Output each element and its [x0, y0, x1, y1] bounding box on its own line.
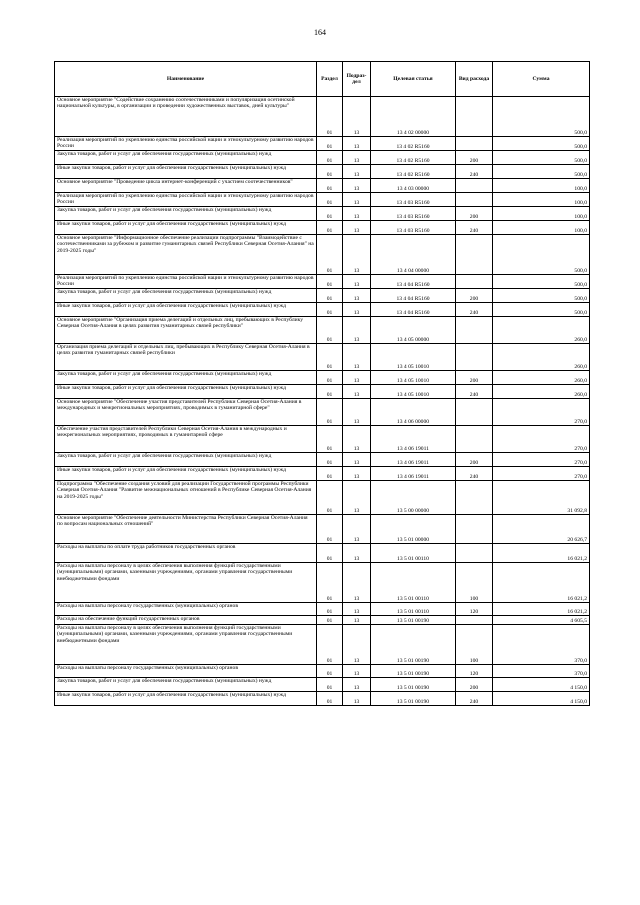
cell-statya: 13 4 03 R5160 [371, 193, 456, 207]
cell-razdel: 01 [317, 317, 343, 344]
cell-name: Основное мероприятие "Информационное обеспечение реализации подпрограммы "Взаимодействие с соотечественниками за рубежом и развитие гуманитарных связей Республики Северная Осетия-Алания" на 2019-2025 годы" [55, 235, 317, 275]
cell-vid [456, 275, 493, 289]
cell-razdel: 01 [317, 616, 343, 625]
cell-razdel: 01 [317, 275, 343, 289]
cell-name: Основное мероприятие "Обеспечение деятельности Министерства Республики Северная Осетия-Алания по вопросам национальных отношений" [55, 515, 317, 544]
cell-statya: 13 4 05 00000 [371, 317, 456, 344]
cell-razdel: 01 [317, 481, 343, 515]
cell-podrazdel: 13 [343, 165, 371, 179]
table-row [55, 515, 590, 544]
cell-summa: 100,0 [493, 221, 590, 235]
cell-summa: 4 150,0 [493, 692, 590, 706]
cell-razdel: 01 [317, 193, 343, 207]
cell-name: Расходы на обеспечение функций государственных органов [55, 616, 317, 625]
cell-razdel: 01 [317, 221, 343, 235]
table-row [55, 385, 590, 399]
cell-name: Закупка товаров, работ и услуг для обеспечения государственных (муниципальных) нужд [55, 207, 317, 221]
cell-vid [456, 399, 493, 426]
cell-razdel: 01 [317, 625, 343, 665]
cell-razdel: 01 [317, 344, 343, 371]
cell-statya: 13 5 01 00190 [371, 665, 456, 678]
table-row [55, 317, 590, 344]
cell-summa: 260,0 [493, 317, 590, 344]
cell-statya: 13 4 04 R5160 [371, 289, 456, 303]
cell-name: Основное мероприятие "Содействие сохранению соотечественниками и популяризация осетинской национальной культуры, в организации и проведении художественных выставок, дней культуры" [55, 97, 317, 137]
table-row [55, 453, 590, 467]
cell-vid [456, 317, 493, 344]
cell-podrazdel: 13 [343, 692, 371, 706]
cell-summa: 500,0 [493, 97, 590, 137]
table-row [55, 678, 590, 692]
cell-summa: 100,0 [493, 179, 590, 193]
cell-podrazdel: 13 [343, 151, 371, 165]
cell-summa: 500,0 [493, 165, 590, 179]
cell-statya: 13 4 06 19011 [371, 467, 456, 481]
cell-statya: 13 4 05 10010 [371, 385, 456, 399]
cell-name: Иные закупки товаров, работ и услуг для обеспечения государственных (муниципальных) нужд [55, 692, 317, 706]
cell-vid: 200 [456, 678, 493, 692]
cell-name: Основное мероприятие "Организация приема делегаций и отдельных лиц, пребывающих в Республику Северная Осетия-Алания в целях развития гуманитарных связей республики" [55, 317, 317, 344]
cell-podrazdel: 13 [343, 235, 371, 275]
cell-razdel: 01 [317, 303, 343, 317]
cell-name: Организация приема делегаций и отдельных лиц, пребывающих в Республику Северная Осетия-Алания в целях развития гуманитарных связей республики [55, 344, 317, 371]
col-header-podrazdel: Подраз-дел [343, 62, 371, 97]
table-row [55, 193, 590, 207]
cell-statya: 13 5 01 00190 [371, 625, 456, 665]
cell-statya: 13 4 03 00000 [371, 179, 456, 193]
cell-vid: 100 [456, 625, 493, 665]
cell-podrazdel: 13 [343, 207, 371, 221]
cell-summa: 270,0 [493, 399, 590, 426]
cell-vid: 200 [456, 371, 493, 385]
table-row [55, 563, 590, 603]
cell-name: Закупка товаров, работ и услуг для обеспечения государственных (муниципальных) нужд [55, 453, 317, 467]
cell-statya: 13 4 02 00000 [371, 97, 456, 137]
cell-summa: 270,0 [493, 453, 590, 467]
cell-vid: 240 [456, 467, 493, 481]
cell-podrazdel: 13 [343, 625, 371, 665]
cell-statya: 13 5 00 00000 [371, 481, 456, 515]
cell-razdel: 01 [317, 385, 343, 399]
cell-podrazdel: 13 [343, 467, 371, 481]
cell-statya: 13 5 01 00110 [371, 603, 456, 616]
cell-vid: 200 [456, 289, 493, 303]
table-row [55, 371, 590, 385]
cell-podrazdel: 13 [343, 289, 371, 303]
cell-summa: 500,0 [493, 303, 590, 317]
cell-podrazdel: 13 [343, 426, 371, 453]
cell-statya: 13 4 02 R5160 [371, 151, 456, 165]
cell-vid [456, 515, 493, 544]
cell-summa: 370,0 [493, 625, 590, 665]
cell-summa: 370,0 [493, 665, 590, 678]
table-row [55, 221, 590, 235]
cell-vid: 200 [456, 207, 493, 221]
cell-name: Расходы на выплаты персоналу в целях обеспечения выполнения функций государственными (муниципальными) органами, казенными учреждениями, органами управления государственными внебюджетными фондами [55, 625, 317, 665]
cell-vid [456, 544, 493, 563]
cell-statya: 13 4 05 10010 [371, 344, 456, 371]
cell-podrazdel: 13 [343, 344, 371, 371]
cell-name: Реализация мероприятий по укреплению единства российской нации и этнокультурному развитию народов России [55, 275, 317, 289]
table-row [55, 625, 590, 665]
cell-name: Расходы на выплаты по оплате труда работников государственных органов [55, 544, 317, 563]
cell-vid: 120 [456, 603, 493, 616]
table-row [55, 165, 590, 179]
cell-statya: 13 4 03 R5160 [371, 221, 456, 235]
cell-name: Обеспечение участия представителей Республики Северная Осетия-Алания в международных и межрегиональных мероприятиях, проводимых в гуманитарной сфере [55, 426, 317, 453]
cell-summa: 16 021,2 [493, 603, 590, 616]
page-number: 164 [314, 28, 326, 37]
cell-razdel: 01 [317, 453, 343, 467]
table-row [55, 344, 590, 371]
table-row [55, 235, 590, 275]
cell-vid: 240 [456, 692, 493, 706]
cell-vid: 200 [456, 151, 493, 165]
cell-razdel: 01 [317, 97, 343, 137]
cell-podrazdel: 13 [343, 453, 371, 467]
cell-podrazdel: 13 [343, 179, 371, 193]
table-row [55, 467, 590, 481]
cell-statya: 13 5 01 00190 [371, 692, 456, 706]
cell-statya: 13 4 06 19011 [371, 426, 456, 453]
col-header-razdel: Раздел [317, 62, 343, 97]
table-row [55, 616, 590, 625]
cell-statya: 13 5 01 00110 [371, 544, 456, 563]
cell-name: Расходы на выплаты персоналу в целях обеспечения выполнения функций государственными (муниципальными) органами, казенными учреждениями, органами управления государственными внебюджетными фондами [55, 563, 317, 603]
cell-vid: 240 [456, 221, 493, 235]
cell-summa: 100,0 [493, 193, 590, 207]
cell-podrazdel: 13 [343, 385, 371, 399]
cell-statya: 13 4 04 R5160 [371, 275, 456, 289]
cell-podrazdel: 13 [343, 481, 371, 515]
cell-statya: 13 5 01 00190 [371, 678, 456, 692]
cell-summa: 100,0 [493, 207, 590, 221]
cell-razdel: 01 [317, 399, 343, 426]
table-body [55, 97, 590, 706]
cell-podrazdel: 13 [343, 616, 371, 625]
budget-table [54, 61, 590, 706]
cell-vid: 240 [456, 385, 493, 399]
cell-razdel: 01 [317, 179, 343, 193]
cell-summa: 260,0 [493, 385, 590, 399]
cell-razdel: 01 [317, 678, 343, 692]
cell-vid: 100 [456, 563, 493, 603]
table-row [55, 151, 590, 165]
cell-podrazdel: 13 [343, 515, 371, 544]
cell-razdel: 01 [317, 137, 343, 151]
cell-name: Иные закупки товаров, работ и услуг для обеспечения государственных (муниципальных) нужд [55, 467, 317, 481]
cell-name: Подпрограмма "Обеспечение создания условий для реализации Государственной программы Республики Северная Осетия-Алания "Развитие межнациональных отношений в Республике Северная Осетия-Алания на 2019-2025 годы" [55, 481, 317, 515]
cell-name: Иные закупки товаров, работ и услуг для обеспечения государственных (муниципальных) нужд [55, 221, 317, 235]
table-header-row [55, 62, 590, 97]
table-row [55, 603, 590, 616]
cell-vid: 200 [456, 453, 493, 467]
cell-razdel: 01 [317, 692, 343, 706]
table-row [55, 179, 590, 193]
cell-name: Основное мероприятие "Проведение цикла интернет-конференций с участием соотечественников" [55, 179, 317, 193]
cell-statya: 13 5 01 00110 [371, 563, 456, 603]
table-row [55, 137, 590, 151]
cell-razdel: 01 [317, 371, 343, 385]
cell-vid: 240 [456, 165, 493, 179]
table-row [55, 97, 590, 137]
cell-podrazdel: 13 [343, 137, 371, 151]
cell-razdel: 01 [317, 515, 343, 544]
table-row [55, 207, 590, 221]
cell-name: Расходы на выплаты персоналу государственных (муниципальных) органов [55, 665, 317, 678]
cell-statya: 13 4 02 R5160 [371, 137, 456, 151]
cell-summa: 500,0 [493, 235, 590, 275]
table-row [55, 692, 590, 706]
table-row [55, 665, 590, 678]
cell-name: Закупка товаров, работ и услуг для обеспечения государственных (муниципальных) нужд [55, 289, 317, 303]
cell-razdel: 01 [317, 289, 343, 303]
table-row [55, 399, 590, 426]
cell-vid [456, 235, 493, 275]
cell-statya: 13 5 01 00190 [371, 616, 456, 625]
col-header-name: Наименование [55, 62, 317, 97]
cell-summa: 500,0 [493, 151, 590, 165]
cell-statya: 13 4 02 R5160 [371, 165, 456, 179]
cell-summa: 260,0 [493, 344, 590, 371]
table-row [55, 303, 590, 317]
cell-statya: 13 4 04 R5160 [371, 303, 456, 317]
cell-razdel: 01 [317, 603, 343, 616]
cell-summa: 500,0 [493, 275, 590, 289]
cell-podrazdel: 13 [343, 303, 371, 317]
cell-razdel: 01 [317, 165, 343, 179]
col-header-summa: Сумма [493, 62, 590, 97]
cell-vid: 120 [456, 665, 493, 678]
table-row [55, 544, 590, 563]
cell-name: Реализация мероприятий по укреплению единства российской нации и этнокультурному развитию народов России [55, 193, 317, 207]
cell-name: Реализация мероприятий по укреплению единства российской нации и этнокультурному развитию народов России [55, 137, 317, 151]
cell-name: Закупка товаров, работ и услуг для обеспечения государственных (муниципальных) нужд [55, 151, 317, 165]
table-row [55, 275, 590, 289]
cell-podrazdel: 13 [343, 665, 371, 678]
cell-name: Основное мероприятие "Обеспечение участия представителей Республики Северная Осетия-Алания в международных и межрегиональных мероприятиях, проводимых в гуманитарной сфере" [55, 399, 317, 426]
cell-podrazdel: 13 [343, 544, 371, 563]
cell-vid [456, 481, 493, 515]
cell-podrazdel: 13 [343, 275, 371, 289]
cell-statya: 13 4 04 00000 [371, 235, 456, 275]
table-row [55, 426, 590, 453]
cell-summa: 16 021,2 [493, 544, 590, 563]
cell-podrazdel: 13 [343, 678, 371, 692]
cell-podrazdel: 13 [343, 221, 371, 235]
cell-vid [456, 97, 493, 137]
cell-razdel: 01 [317, 235, 343, 275]
cell-vid [456, 179, 493, 193]
cell-statya: 13 4 03 R5160 [371, 207, 456, 221]
cell-vid: 240 [456, 303, 493, 317]
cell-statya: 13 4 05 10010 [371, 371, 456, 385]
cell-name: Закупка товаров, работ и услуг для обеспечения государственных (муниципальных) нужд [55, 371, 317, 385]
col-header-statya: Целевая статья [371, 62, 456, 97]
table-row [55, 481, 590, 515]
cell-razdel: 01 [317, 665, 343, 678]
cell-name: Закупка товаров, работ и услуг для обеспечения государственных (муниципальных) нужд [55, 678, 317, 692]
cell-summa: 270,0 [493, 467, 590, 481]
cell-name: Иные закупки товаров, работ и услуг для обеспечения государственных (муниципальных) нужд [55, 165, 317, 179]
cell-podrazdel: 13 [343, 603, 371, 616]
cell-name: Иные закупки товаров, работ и услуг для обеспечения государственных (муниципальных) нужд [55, 303, 317, 317]
cell-summa: 4 150,0 [493, 678, 590, 692]
cell-razdel: 01 [317, 563, 343, 603]
cell-statya: 13 5 01 00000 [371, 515, 456, 544]
cell-razdel: 01 [317, 426, 343, 453]
cell-razdel: 01 [317, 544, 343, 563]
cell-vid [456, 137, 493, 151]
cell-statya: 13 4 06 00000 [371, 399, 456, 426]
cell-vid [456, 616, 493, 625]
cell-summa: 260,0 [493, 371, 590, 385]
cell-summa: 16 021,2 [493, 563, 590, 603]
cell-podrazdel: 13 [343, 97, 371, 137]
col-header-vid: Вид расхода [456, 62, 493, 97]
cell-vid [456, 344, 493, 371]
cell-podrazdel: 13 [343, 399, 371, 426]
cell-podrazdel: 13 [343, 193, 371, 207]
cell-summa: 20 626,7 [493, 515, 590, 544]
cell-razdel: 01 [317, 151, 343, 165]
cell-summa: 31 092,8 [493, 481, 590, 515]
cell-podrazdel: 13 [343, 563, 371, 603]
cell-vid [456, 426, 493, 453]
cell-summa: 500,0 [493, 289, 590, 303]
cell-name: Иные закупки товаров, работ и услуг для обеспечения государственных (муниципальных) нужд [55, 385, 317, 399]
cell-summa: 500,0 [493, 137, 590, 151]
cell-summa: 270,0 [493, 426, 590, 453]
table-row [55, 289, 590, 303]
cell-vid [456, 193, 493, 207]
cell-statya: 13 4 06 19011 [371, 453, 456, 467]
cell-summa: 4 605,5 [493, 616, 590, 625]
cell-podrazdel: 13 [343, 317, 371, 344]
cell-podrazdel: 13 [343, 371, 371, 385]
cell-razdel: 01 [317, 207, 343, 221]
cell-razdel: 01 [317, 467, 343, 481]
cell-name: Расходы на выплаты персоналу государственных (муниципальных) органов [55, 603, 317, 616]
